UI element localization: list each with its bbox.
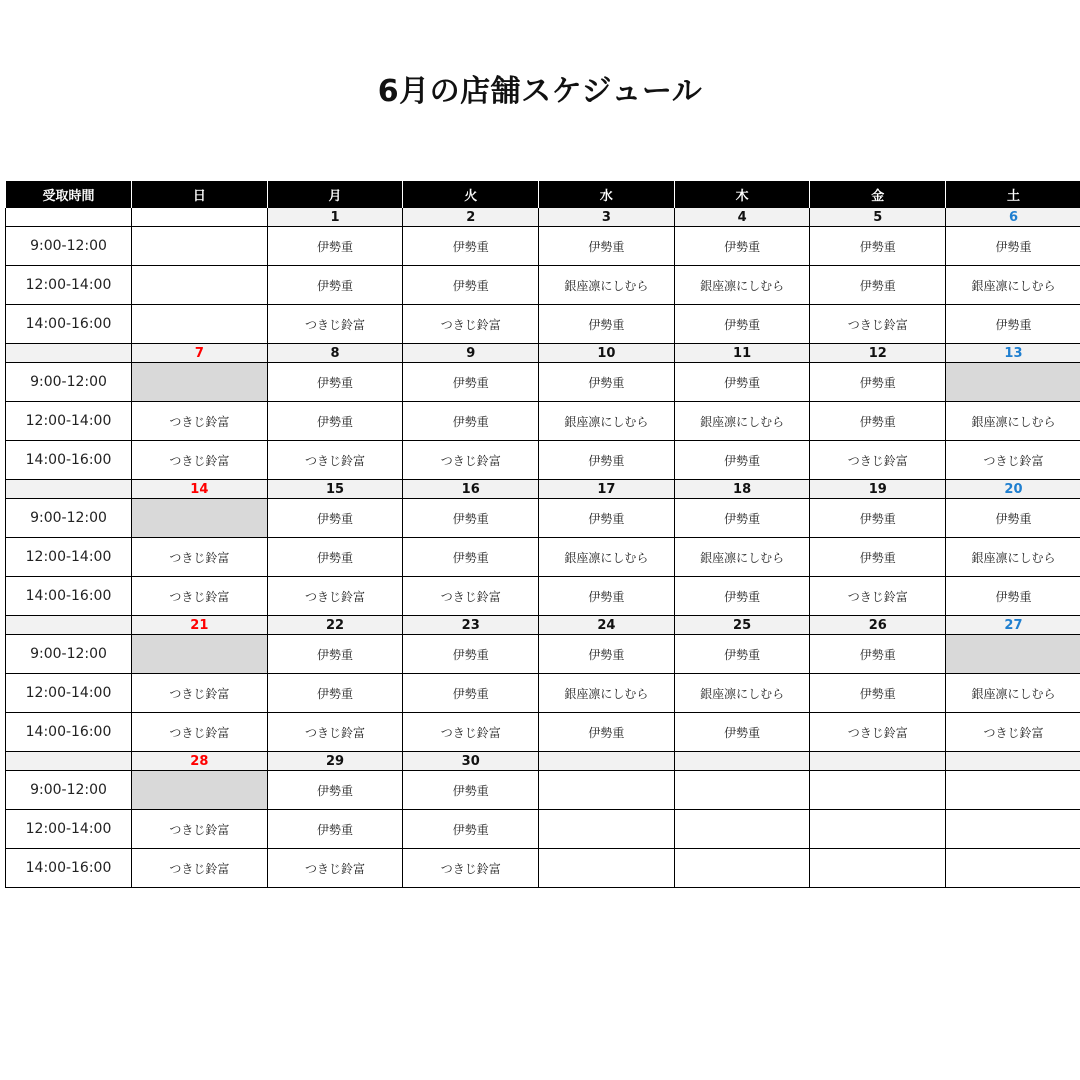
shop-cell: つきじ鈴富 [946, 713, 1080, 752]
shop-cell: 伊勢重 [267, 499, 403, 538]
date-cell: 24 [539, 616, 675, 635]
shop-cell: 伊勢重 [810, 402, 946, 441]
time-slot-label: 14:00-16:00 [6, 305, 132, 344]
shop-cell: 伊勢重 [810, 363, 946, 402]
shop-cell [946, 849, 1080, 888]
time-slot-label: 12:00-14:00 [6, 266, 132, 305]
date-cell: 12 [810, 344, 946, 363]
shop-cell: 伊勢重 [539, 227, 675, 266]
shop-cell: つきじ鈴富 [267, 849, 403, 888]
closed-cell [946, 363, 1080, 402]
shop-cell [132, 266, 268, 305]
shop-cell [810, 849, 946, 888]
time-slot-label: 12:00-14:00 [6, 674, 132, 713]
closed-cell [132, 499, 268, 538]
closed-cell [946, 635, 1080, 674]
shop-cell: 伊勢重 [810, 266, 946, 305]
shop-cell: 伊勢重 [403, 635, 539, 674]
shop-cell: 伊勢重 [946, 227, 1080, 266]
time-slot-label: 14:00-16:00 [6, 713, 132, 752]
shop-cell: 伊勢重 [674, 577, 810, 616]
date-row-label [6, 752, 132, 771]
table-row [6, 713, 1080, 752]
shop-cell [674, 771, 810, 810]
shop-cell: 伊勢重 [810, 227, 946, 266]
shop-cell: つきじ鈴富 [810, 305, 946, 344]
date-cell: 5 [810, 208, 946, 227]
header-tue: 火 [403, 181, 539, 208]
shop-cell: 伊勢重 [403, 227, 539, 266]
date-cell: 23 [403, 616, 539, 635]
shop-cell: つきじ鈴富 [132, 441, 268, 480]
shop-cell: 伊勢重 [674, 227, 810, 266]
closed-cell [132, 771, 268, 810]
shop-cell: 伊勢重 [810, 499, 946, 538]
date-cell [946, 752, 1080, 771]
header-wed: 水 [539, 181, 675, 208]
table-row [6, 674, 1080, 713]
shop-cell: 伊勢重 [403, 499, 539, 538]
date-cell: 9 [403, 344, 539, 363]
shop-cell: つきじ鈴富 [810, 577, 946, 616]
time-slot-label: 9:00-12:00 [6, 227, 132, 266]
shop-cell [539, 771, 675, 810]
shop-cell: つきじ鈴富 [810, 441, 946, 480]
shop-cell: 伊勢重 [539, 635, 675, 674]
shop-cell: つきじ鈴富 [132, 577, 268, 616]
shop-cell: 銀座凛にしむら [539, 674, 675, 713]
schedule-table [5, 181, 1080, 888]
date-cell: 29 [267, 752, 403, 771]
shop-cell [539, 849, 675, 888]
shop-cell: 銀座凛にしむら [674, 402, 810, 441]
time-slot-label: 9:00-12:00 [6, 499, 132, 538]
date-cell: 11 [674, 344, 810, 363]
shop-cell: 伊勢重 [539, 713, 675, 752]
time-slot-label: 9:00-12:00 [6, 635, 132, 674]
shop-cell: 伊勢重 [539, 577, 675, 616]
shop-cell: 伊勢重 [403, 674, 539, 713]
date-cell: 14 [132, 480, 268, 499]
date-cell: 17 [539, 480, 675, 499]
date-cell: 15 [267, 480, 403, 499]
shop-cell: 伊勢重 [403, 771, 539, 810]
shop-cell: 銀座凛にしむら [946, 402, 1080, 441]
date-cell: 13 [946, 344, 1080, 363]
shop-cell: 伊勢重 [674, 363, 810, 402]
date-cell [674, 752, 810, 771]
shop-cell: 伊勢重 [267, 363, 403, 402]
shop-cell [674, 849, 810, 888]
shop-cell: 伊勢重 [403, 363, 539, 402]
table-row [6, 635, 1080, 674]
shop-cell: 伊勢重 [539, 441, 675, 480]
shop-cell: 銀座凛にしむら [674, 674, 810, 713]
shop-cell [946, 771, 1080, 810]
shop-cell: つきじ鈴富 [403, 849, 539, 888]
shop-cell: つきじ鈴富 [267, 577, 403, 616]
shop-cell: 銀座凛にしむら [539, 402, 675, 441]
shop-cell: つきじ鈴富 [267, 441, 403, 480]
date-row [6, 208, 1080, 227]
shop-cell: つきじ鈴富 [267, 713, 403, 752]
shop-cell: 伊勢重 [267, 266, 403, 305]
header-mon: 月 [267, 181, 403, 208]
date-cell: 2 [403, 208, 539, 227]
shop-cell: つきじ鈴富 [132, 674, 268, 713]
date-cell: 28 [132, 752, 268, 771]
time-slot-label: 9:00-12:00 [6, 363, 132, 402]
header-row [6, 181, 1080, 208]
date-cell: 7 [132, 344, 268, 363]
time-slot-label: 9:00-12:00 [6, 771, 132, 810]
shop-cell: 伊勢重 [267, 635, 403, 674]
time-slot-label: 14:00-16:00 [6, 849, 132, 888]
shop-cell: 銀座凛にしむら [674, 538, 810, 577]
shop-cell: つきじ鈴富 [132, 849, 268, 888]
shop-cell [946, 810, 1080, 849]
shop-cell: 伊勢重 [403, 538, 539, 577]
shop-cell: 伊勢重 [267, 674, 403, 713]
date-cell [132, 208, 268, 227]
time-slot-label: 12:00-14:00 [6, 402, 132, 441]
shop-cell: つきじ鈴富 [132, 713, 268, 752]
page-title: 6月の店舗スケジュール [377, 74, 703, 109]
shop-cell: 伊勢重 [946, 305, 1080, 344]
date-cell: 4 [674, 208, 810, 227]
table-row [6, 577, 1080, 616]
shop-cell: 銀座凛にしむら [674, 266, 810, 305]
closed-cell [132, 363, 268, 402]
closed-cell [132, 635, 268, 674]
shop-cell [810, 771, 946, 810]
shop-cell: つきじ鈴富 [132, 402, 268, 441]
header-thu: 木 [674, 181, 810, 208]
date-row [6, 616, 1080, 635]
shop-cell: 伊勢重 [946, 577, 1080, 616]
table-row [6, 538, 1080, 577]
date-row-label [6, 344, 132, 363]
shop-cell: 銀座凛にしむら [946, 674, 1080, 713]
table-row [6, 499, 1080, 538]
date-row-label [6, 616, 132, 635]
shop-cell: 伊勢重 [946, 499, 1080, 538]
date-cell: 20 [946, 480, 1080, 499]
shop-cell: つきじ鈴富 [403, 577, 539, 616]
date-cell: 10 [539, 344, 675, 363]
date-cell: 27 [946, 616, 1080, 635]
shop-cell: 伊勢重 [403, 402, 539, 441]
header-sat: 土 [946, 181, 1080, 208]
header-time: 受取時間 [6, 181, 132, 208]
table-row [6, 363, 1080, 402]
shop-cell: 伊勢重 [403, 266, 539, 305]
shop-cell [674, 810, 810, 849]
table-row [6, 810, 1080, 849]
date-row [6, 752, 1080, 771]
shop-cell: 銀座凛にしむら [539, 266, 675, 305]
shop-cell: 伊勢重 [539, 363, 675, 402]
shop-cell: 伊勢重 [539, 305, 675, 344]
date-cell: 26 [810, 616, 946, 635]
table-row [6, 441, 1080, 480]
shop-cell: つきじ鈴富 [267, 305, 403, 344]
shop-cell: 伊勢重 [267, 771, 403, 810]
shop-cell: 銀座凛にしむら [946, 538, 1080, 577]
table-row [6, 771, 1080, 810]
date-cell [810, 752, 946, 771]
shop-cell: 伊勢重 [674, 713, 810, 752]
table-row [6, 849, 1080, 888]
date-cell: 30 [403, 752, 539, 771]
shop-cell: 伊勢重 [810, 538, 946, 577]
shop-cell: 伊勢重 [810, 635, 946, 674]
shop-cell: 伊勢重 [539, 499, 675, 538]
time-slot-label: 12:00-14:00 [6, 538, 132, 577]
table-row [6, 266, 1080, 305]
date-cell: 21 [132, 616, 268, 635]
shop-cell: 伊勢重 [810, 674, 946, 713]
shop-cell: 伊勢重 [267, 810, 403, 849]
shop-cell: つきじ鈴富 [403, 441, 539, 480]
shop-cell: 伊勢重 [674, 305, 810, 344]
header-sun: 日 [132, 181, 268, 208]
date-cell: 3 [539, 208, 675, 227]
shop-cell: つきじ鈴富 [946, 441, 1080, 480]
date-cell: 16 [403, 480, 539, 499]
date-cell: 18 [674, 480, 810, 499]
shop-cell [132, 305, 268, 344]
shop-cell: つきじ鈴富 [403, 305, 539, 344]
time-slot-label: 14:00-16:00 [6, 577, 132, 616]
shop-cell [539, 810, 675, 849]
shop-cell: 伊勢重 [674, 635, 810, 674]
shop-cell [810, 810, 946, 849]
date-cell: 1 [267, 208, 403, 227]
date-cell: 25 [674, 616, 810, 635]
shop-cell: 伊勢重 [267, 538, 403, 577]
shop-cell: 伊勢重 [267, 402, 403, 441]
shop-cell: つきじ鈴富 [132, 538, 268, 577]
shop-cell: つきじ鈴富 [132, 810, 268, 849]
header-fri: 金 [810, 181, 946, 208]
date-cell: 6 [946, 208, 1080, 227]
table-row [6, 227, 1080, 266]
date-cell: 22 [267, 616, 403, 635]
date-row [6, 344, 1080, 363]
time-slot-label: 14:00-16:00 [6, 441, 132, 480]
shop-cell: 銀座凛にしむら [946, 266, 1080, 305]
time-slot-label: 12:00-14:00 [6, 810, 132, 849]
shop-cell [132, 227, 268, 266]
date-row-label [6, 480, 132, 499]
table-row [6, 402, 1080, 441]
shop-cell: 伊勢重 [267, 227, 403, 266]
date-cell [539, 752, 675, 771]
shop-cell: つきじ鈴富 [403, 713, 539, 752]
shop-cell: 伊勢重 [674, 441, 810, 480]
shop-cell: 銀座凛にしむら [539, 538, 675, 577]
shop-cell: 伊勢重 [403, 810, 539, 849]
shop-cell: つきじ鈴富 [810, 713, 946, 752]
table-row [6, 305, 1080, 344]
date-cell: 19 [810, 480, 946, 499]
date-cell: 8 [267, 344, 403, 363]
date-row [6, 480, 1080, 499]
shop-cell: 伊勢重 [674, 499, 810, 538]
date-row-label [6, 208, 132, 227]
